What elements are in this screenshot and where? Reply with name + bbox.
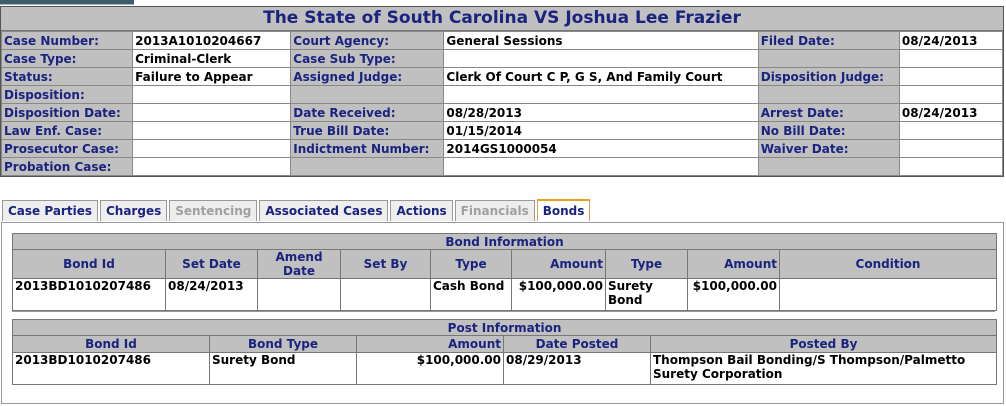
case-field-value bbox=[899, 86, 1002, 104]
case-detail-row bbox=[2, 50, 1003, 68]
case-field-label: Status: bbox=[2, 68, 133, 86]
case-field-value: Failure to Appear bbox=[133, 68, 291, 86]
case-field-label bbox=[758, 86, 899, 104]
case-field-value bbox=[133, 122, 291, 140]
case-detail-row bbox=[2, 122, 1003, 140]
case-field-value bbox=[133, 140, 291, 158]
column-header: Date Posted bbox=[504, 336, 651, 353]
tab-associated-cases[interactable]: Associated Cases bbox=[259, 200, 388, 221]
case-field-label: Probation Case: bbox=[2, 158, 133, 176]
case-field-value: 08/28/2013 bbox=[444, 104, 758, 122]
window-top-strip-highlight bbox=[0, 4, 134, 5]
case-field-value bbox=[899, 158, 1002, 176]
column-header: Amount bbox=[512, 250, 606, 279]
column-header: Posted By bbox=[651, 336, 997, 353]
case-field-value bbox=[899, 50, 1002, 68]
case-details-table bbox=[1, 31, 1003, 176]
column-header: Condition bbox=[780, 250, 997, 279]
case-field-label: No Bill Date: bbox=[758, 122, 899, 140]
table-cell: Cash Bond bbox=[431, 279, 512, 311]
case-summary-panel bbox=[0, 6, 1004, 177]
bonds-panel bbox=[1, 222, 1004, 404]
case-field-label: Date Received: bbox=[291, 104, 444, 122]
post-information-table bbox=[12, 319, 997, 385]
case-field-label: Case Number: bbox=[2, 32, 133, 50]
table-cell: Surety Bond bbox=[606, 279, 688, 311]
case-detail-row bbox=[2, 32, 1003, 50]
table-cell: Surety Bond bbox=[210, 353, 357, 385]
case-field-value bbox=[133, 86, 291, 104]
column-header: Type bbox=[606, 250, 688, 279]
table-cell: Thompson Bail Bonding/S Thompson/Palmetto Surety Corporation bbox=[651, 353, 997, 385]
case-field-value bbox=[444, 50, 758, 68]
table-cell: $100,000.00 bbox=[688, 279, 780, 311]
case-field-label: Disposition: bbox=[2, 86, 133, 104]
column-header: Set Date bbox=[166, 250, 258, 279]
case-field-value: 01/15/2014 bbox=[444, 122, 758, 140]
case-tabs bbox=[2, 200, 592, 222]
table-cell: $100,000.00 bbox=[357, 353, 504, 385]
table-cell: 2013BD1010207486 bbox=[13, 279, 166, 311]
case-field-value bbox=[899, 68, 1002, 86]
case-detail-row bbox=[2, 68, 1003, 86]
case-field-value bbox=[133, 158, 291, 176]
column-header: Type bbox=[431, 250, 512, 279]
case-field-label: Assigned Judge: bbox=[291, 68, 444, 86]
case-field-label bbox=[291, 86, 444, 104]
bond-information-title: Bond Information bbox=[13, 234, 997, 250]
case-field-label: Filed Date: bbox=[758, 32, 899, 50]
case-detail-row bbox=[2, 86, 1003, 104]
case-field-label: Disposition Judge: bbox=[758, 68, 899, 86]
bond-information-table bbox=[12, 233, 997, 311]
column-header: Amount bbox=[688, 250, 780, 279]
case-field-label: Case Type: bbox=[2, 50, 133, 68]
case-detail-row bbox=[2, 140, 1003, 158]
tab-charges[interactable]: Charges bbox=[100, 200, 167, 221]
case-field-value: 2013A1010204667 bbox=[133, 32, 291, 50]
column-header: Amount bbox=[357, 336, 504, 353]
case-field-value: Clerk Of Court C P, G S, And Family Court bbox=[444, 68, 758, 86]
column-header: Bond Id bbox=[13, 336, 210, 353]
table-cell: $100,000.00 bbox=[512, 279, 606, 311]
case-field-value: 08/24/2013 bbox=[899, 104, 1002, 122]
column-header: Bond Type bbox=[210, 336, 357, 353]
case-field-value bbox=[133, 104, 291, 122]
tab-actions[interactable]: Actions bbox=[390, 200, 452, 221]
case-title: The State of South Carolina VS Joshua Lee Frazier bbox=[1, 7, 1003, 31]
case-field-value: 08/24/2013 bbox=[899, 32, 1002, 50]
case-field-label: Disposition Date: bbox=[2, 104, 133, 122]
tab-bonds[interactable]: Bonds bbox=[537, 199, 591, 221]
case-detail-row bbox=[2, 104, 1003, 122]
tab-financials: Financials bbox=[455, 200, 535, 221]
case-field-label: True Bill Date: bbox=[291, 122, 444, 140]
column-header: Amend Date bbox=[258, 250, 341, 279]
table-row bbox=[13, 279, 997, 311]
case-detail-row bbox=[2, 158, 1003, 176]
case-field-label: Court Agency: bbox=[291, 32, 444, 50]
table-cell: 2013BD1010207486 bbox=[13, 353, 210, 385]
table-cell bbox=[258, 279, 341, 311]
column-header: Bond Id bbox=[13, 250, 166, 279]
case-field-label bbox=[758, 158, 899, 176]
case-field-label: Arrest Date: bbox=[758, 104, 899, 122]
case-field-label: Law Enf. Case: bbox=[2, 122, 133, 140]
case-field-label bbox=[291, 158, 444, 176]
case-field-label: Indictment Number: bbox=[291, 140, 444, 158]
table-cell bbox=[780, 279, 997, 311]
case-field-value: Criminal-Clerk bbox=[133, 50, 291, 68]
case-field-value bbox=[899, 122, 1002, 140]
column-header: Set By bbox=[341, 250, 431, 279]
tab-case-parties[interactable]: Case Parties bbox=[2, 200, 98, 221]
post-information-title: Post Information bbox=[13, 320, 997, 336]
table-cell: 08/29/2013 bbox=[504, 353, 651, 385]
table-cell: 08/24/2013 bbox=[166, 279, 258, 311]
table-cell bbox=[341, 279, 431, 311]
case-field-label: Waiver Date: bbox=[758, 140, 899, 158]
case-field-value: 2014GS1000054 bbox=[444, 140, 758, 158]
case-field-value: General Sessions bbox=[444, 32, 758, 50]
case-field-label bbox=[758, 50, 899, 68]
case-field-label: Prosecutor Case: bbox=[2, 140, 133, 158]
tab-sentencing: Sentencing bbox=[169, 200, 257, 221]
table-row bbox=[13, 353, 997, 385]
case-field-value bbox=[899, 140, 1002, 158]
case-field-value bbox=[444, 86, 758, 104]
case-field-value bbox=[444, 158, 758, 176]
case-field-label: Case Sub Type: bbox=[291, 50, 444, 68]
section-divider bbox=[12, 311, 995, 312]
